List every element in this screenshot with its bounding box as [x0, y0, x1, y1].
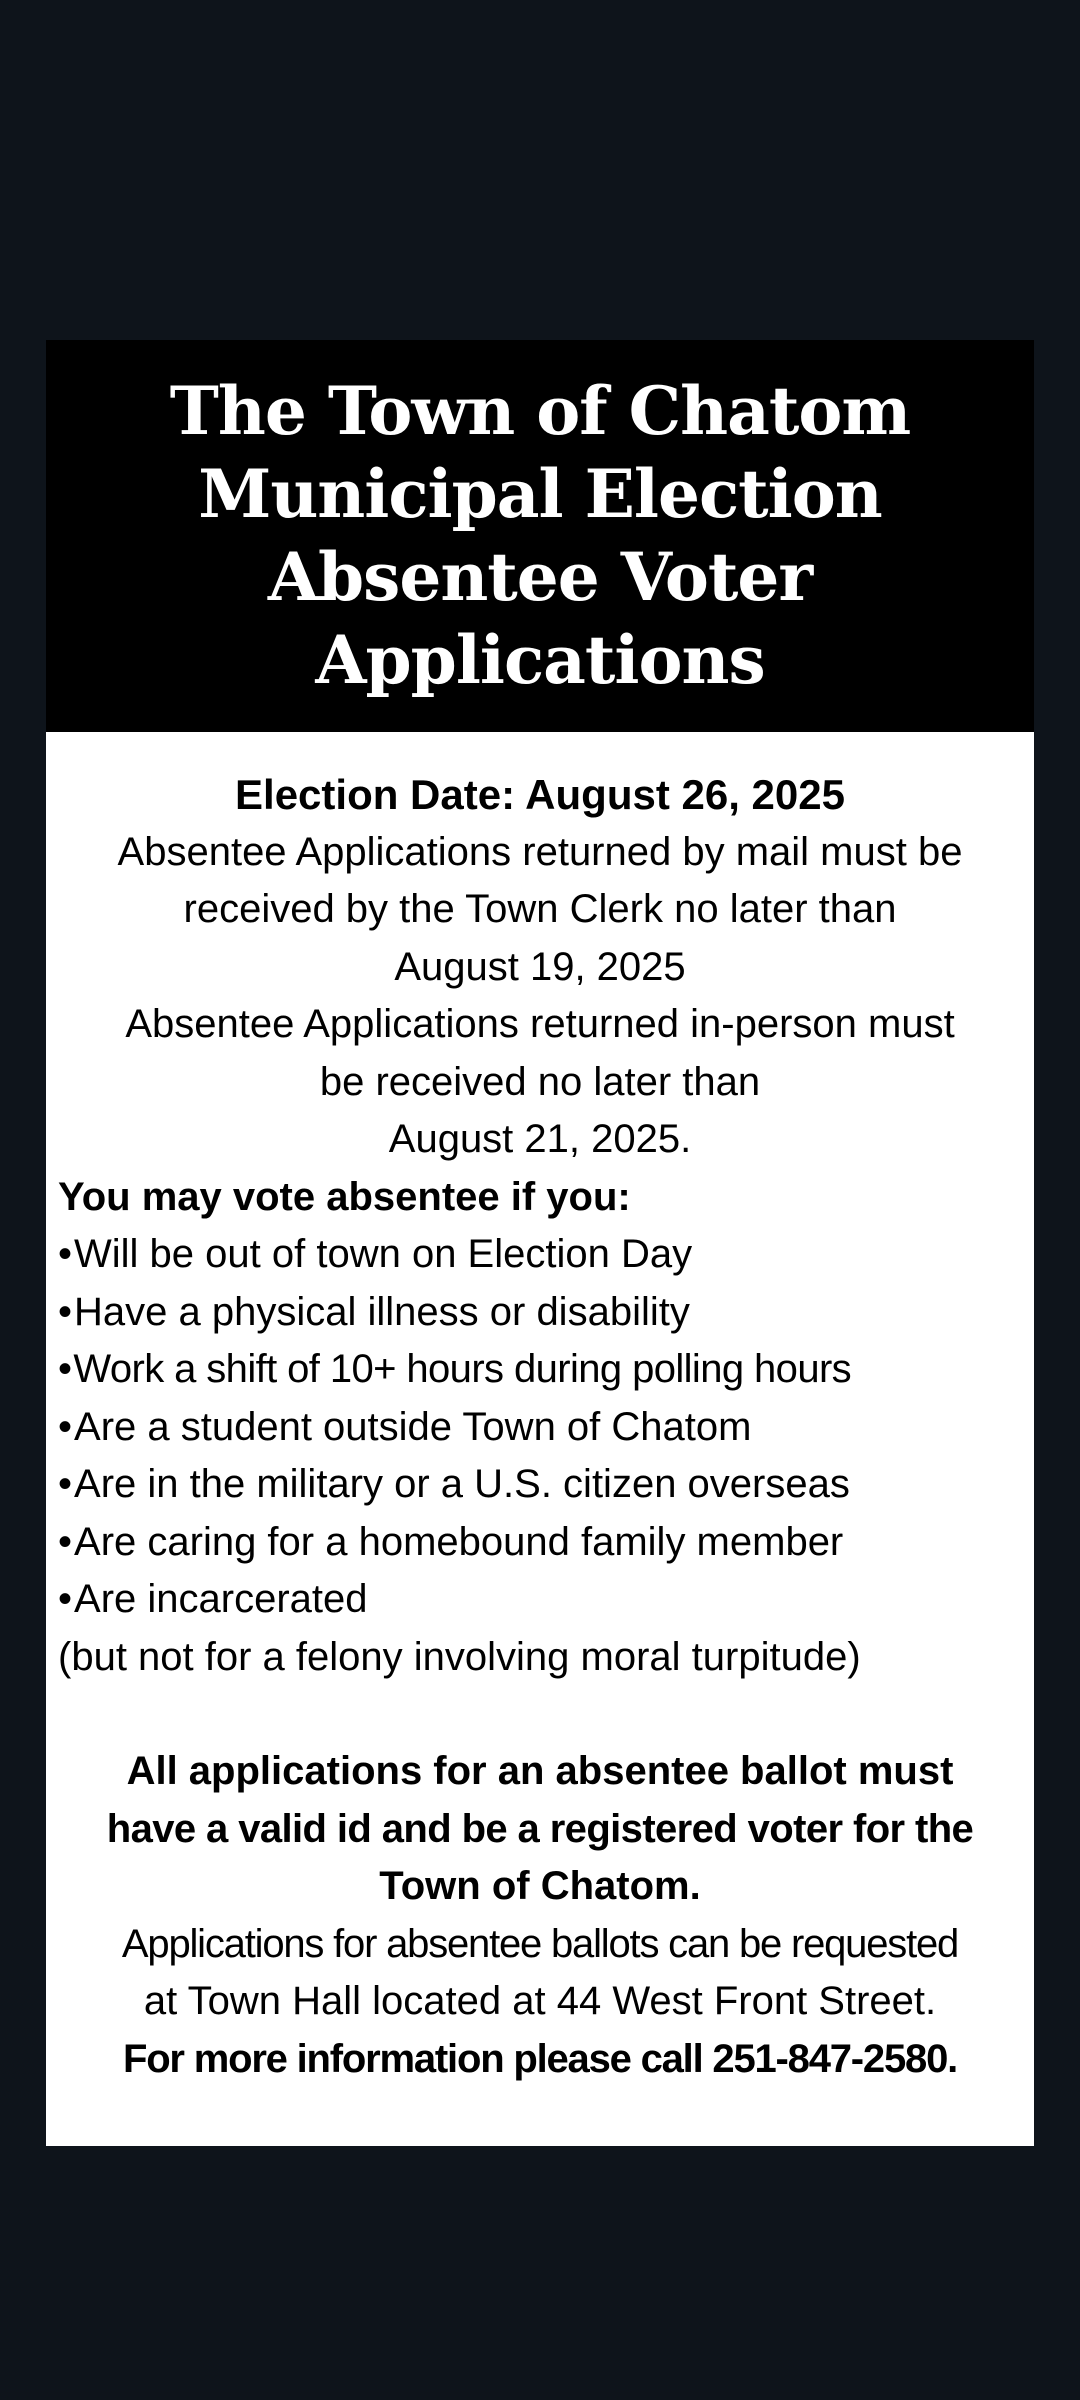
- mail-deadline-line-2: received by the Town Clerk no later than: [183, 887, 897, 931]
- list-item-text: Are in the military or a U.S. citizen overseas: [74, 1462, 850, 1506]
- bullet-icon: •: [58, 1404, 73, 1449]
- list-item: [58, 1571, 1022, 1629]
- list-item: [58, 1226, 1022, 1284]
- notice-header: [46, 340, 1034, 732]
- requirement-line-1: All applications for an absentee ballot must: [126, 1749, 954, 1793]
- inperson-deadline: [58, 996, 1022, 1169]
- list-item-text: Are incarcerated: [74, 1577, 368, 1621]
- list-item: [58, 1341, 1022, 1399]
- bullet-icon: •: [58, 1232, 73, 1276]
- list-item-text: Are a student outside Town of Chatom: [74, 1404, 752, 1449]
- list-item: [58, 1456, 1022, 1514]
- spacer: [58, 1686, 1022, 1743]
- election-notice: [46, 340, 1034, 2146]
- inperson-deadline-line-2: be received no later than: [319, 1059, 761, 1104]
- eligibility-heading: You may vote absentee if you:: [58, 1174, 631, 1219]
- list-item-text: Have a physical illness or disability: [74, 1289, 690, 1334]
- notice-body: [46, 732, 1034, 2088]
- request-info: [58, 1916, 1022, 2031]
- bullet-icon: •: [58, 1577, 73, 1621]
- contact-info: For more information please call 251-847-2580.: [122, 2036, 958, 2081]
- requirement-line-3: Town of Chatom.: [379, 1864, 701, 1908]
- eligibility-list: [58, 1226, 1022, 1686]
- inperson-deadline-line-1: Absentee Applications returned in-person must: [125, 1002, 955, 1046]
- bullet-icon: •: [58, 1519, 73, 1564]
- title-line-1: The Town of Chatom: [169, 372, 911, 450]
- inperson-deadline-date: August 21, 2025.: [388, 1117, 692, 1161]
- request-info-line-1: Applications for absentee ballots can be requested: [121, 1921, 959, 1966]
- election-date: Election Date: August 26, 2025: [235, 771, 845, 818]
- title-line-4: Applications: [315, 621, 765, 699]
- bullet-icon: •: [58, 1347, 72, 1391]
- mail-deadline: [58, 824, 1022, 997]
- eligibility-note: (but not for a felony involving moral turpitude): [58, 1634, 861, 1679]
- bullet-icon: •: [58, 1289, 73, 1334]
- bullet-icon: •: [58, 1462, 73, 1506]
- request-info-line-2: at Town Hall located at 44 West Front Street.: [143, 1979, 937, 2023]
- list-item: [58, 1399, 1022, 1457]
- list-item-text: Are caring for a homebound family member: [74, 1519, 844, 1564]
- list-item: [58, 1514, 1022, 1572]
- title-line-3: Absentee Voter: [267, 538, 813, 616]
- requirement-line-2: have a valid id and be a registered voter for the: [106, 1806, 974, 1851]
- title-line-2: Municipal Election: [198, 455, 882, 533]
- list-item: [58, 1284, 1022, 1342]
- mail-deadline-date: August 19, 2025: [394, 944, 686, 989]
- mail-deadline-line-1: Absentee Applications returned by mail must be: [117, 829, 963, 874]
- list-item-text: Will be out of town on Election Day: [74, 1232, 693, 1276]
- requirement: [58, 1743, 1022, 1916]
- list-item-text: Work a shift of 10+ hours during polling hours: [73, 1347, 852, 1391]
